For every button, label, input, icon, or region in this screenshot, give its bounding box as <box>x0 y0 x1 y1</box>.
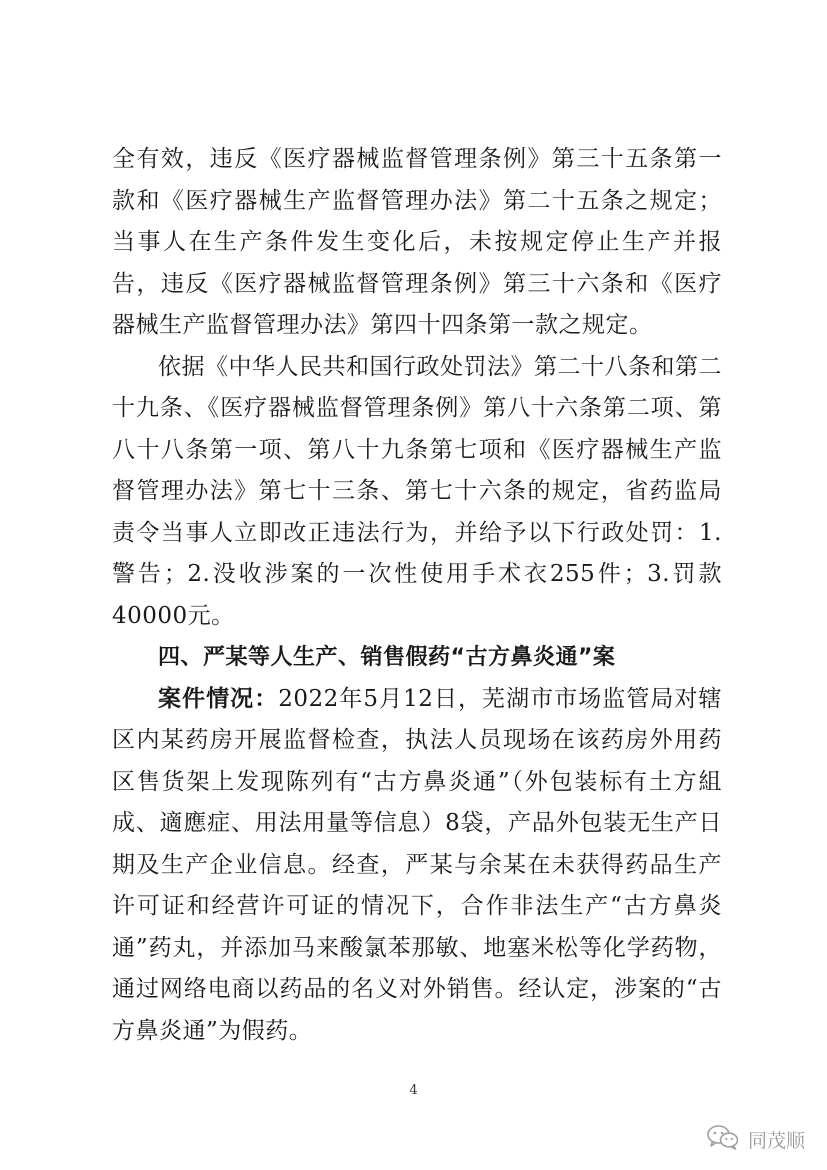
page-number: 4 <box>409 1083 418 1098</box>
paragraph-2: 依据《中华人民共和国行政处罚法》第二十八条和第二十九条、《医疗器械监督管理条例》第八十六条第二项、第八十八条第一项、第八十九条第七项和《医疗器械生产监督管理办法》第七十三条、第七十六条的规定，省药监局责令当事人立即改正违法行为，并给予以下行政处罚：1.警告；2.没收涉案的一次性使用手术衣255件；3.罚款40000元。 <box>112 353 722 629</box>
paragraph-1: 全有效，违反《医疗器械监督管理条例》第三十五条第一款和《医疗器械生产监督管理办法》第二十五条之规定；当事人在生产条件发生变化后，未按规定停止生产并报告，违反《医疗器械监督管理条例》第三十六条和《医疗器械生产监督管理办法》第四十四条第一款之规定。 <box>112 146 722 338</box>
wechat-watermark <box>706 1124 805 1155</box>
document-body <box>112 139 722 1052</box>
watermark-text: 同茂顺 <box>747 1130 805 1152</box>
case-text: 2022年5月12日，芜湖市市场监管局对辖区内某药房开展监督检查，执法人员现场在该药房外用药区售货架上发现陈列有“古方鼻炎通”（外包装标有土方組成、適應症、用法用量等信息）8袋，产品外包装无生产日期及生产企业信息。经查，严某与余某在未获得药品生产许可证和经营许可证的情况下，合作非法生产“古方鼻炎通”药丸，并添加马来酸氯苯那敏、地塞米松等化学药物，通过网络电商以药品的名义对外销售。经认定，涉案的“古方鼻炎通”为假药。 <box>112 685 723 1044</box>
wechat-icon <box>706 1124 740 1155</box>
case-paragraph <box>112 679 722 1053</box>
case-label: 案件情况： <box>158 685 279 712</box>
section-heading-4: 四、严某等人生产、销售假药“古方鼻炎通”案 <box>158 645 616 670</box>
